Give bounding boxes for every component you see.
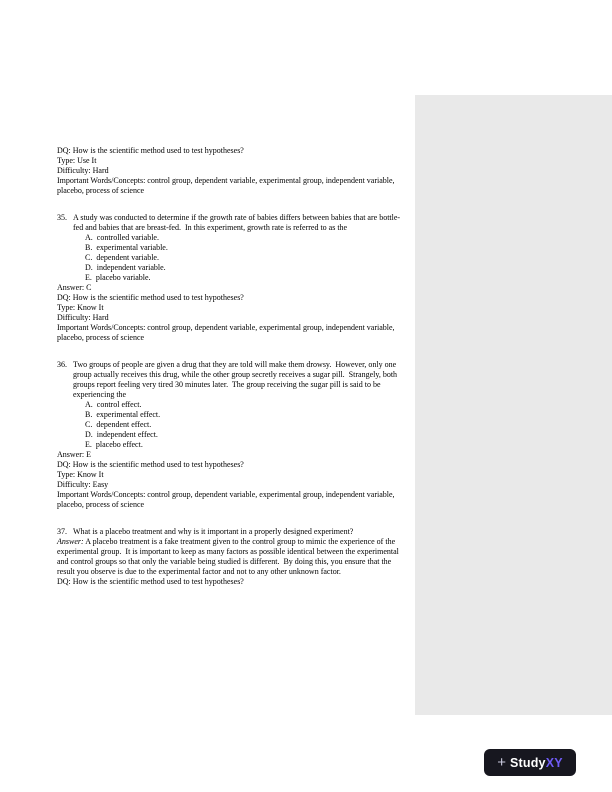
free-response-answer [57,537,410,577]
dq-line: DQ: How is the scientific method used to test hypotheses? [57,460,244,469]
difficulty-line: Difficulty: Easy [57,480,109,489]
choice-b: B. experimental variable. [85,243,168,252]
brand-text [510,756,563,770]
type-line: Type: Know It [57,470,104,479]
plus-icon: + [497,754,506,771]
header-meta-block [57,146,410,196]
question-stem-text: Two groups of people are given a drug that they are told will make them drowsy. However, only one group actually receives this drug, while the other group secretly receives a sugar pill. Strangely, both groups report feeling very tired 30 minutes later. The group receiving the sugar pill is said to be experiencing the [73,360,400,399]
concepts-line: Important Words/Concepts: control group, dependent variable, experimental group, independent variable, placebo, process of science [57,490,397,509]
dq-line: DQ: How is the scientific method used to test hypotheses? [57,577,244,586]
choice-a: A. controlled variable. [85,233,159,242]
dq-line: DQ: How is the scientific method used to test hypotheses? [57,146,244,155]
choice-e: E. placebo variable. [85,273,151,282]
answer-line: Answer: E [57,450,91,459]
page-content [57,146,410,587]
question-stem [57,527,410,537]
choice-e: E. placebo effect. [85,440,143,449]
concepts-line: Important Words/Concepts: control group, dependent variable, experimental group, independent variable, placebo, process of science [57,323,397,342]
question-number: 37. [57,527,67,536]
choice-d: D. independent variable. [85,263,166,272]
answer-label: Answer: [57,537,84,546]
choice-a: A. control effect. [85,400,142,409]
studyxy-logo [484,749,576,776]
choice-b: B. experimental effect. [85,410,161,419]
choice-d: D. independent effect. [85,430,158,439]
brand-xy: XY [545,755,563,770]
difficulty-line: Difficulty: Hard [57,313,109,322]
dq-line: DQ: How is the scientific method used to test hypotheses? [57,293,244,302]
question-36 [57,360,410,510]
question-stem [57,213,410,233]
question-35 [57,213,410,343]
answer-text: A placebo treatment is a fake treatment given to the control group to mimic the experience of the experimental group. It is important to keep as many factors as possible identical between the experimental and control groups so that only the variable being studied is different. By doing this, you ensure that the result you observe is due to the experimental factor and not to any other unknown factor. [57,537,401,576]
right-gutter-panel [415,95,612,715]
choice-c: C. dependent variable. [85,253,159,262]
question-number: 35. [57,213,67,222]
question-37 [57,527,410,587]
concepts-line: Important Words/Concepts: control group, dependent variable, experimental group, independent variable, placebo, process of science [57,176,397,195]
type-line: Type: Use It [57,156,97,165]
answer-line: Answer: C [57,283,92,292]
brand-study: Study [509,755,546,770]
question-stem [57,360,410,400]
difficulty-line: Difficulty: Hard [57,166,109,175]
type-line: Type: Know It [57,303,104,312]
choice-c: C. dependent effect. [85,420,152,429]
question-number: 36. [57,360,67,369]
question-stem-text: What is a placebo treatment and why is it important in a properly designed experiment? [73,527,354,536]
question-stem-text: A study was conducted to determine if the growth rate of babies differs between babies that are bottle-fed and babies that are breast-fed. In this experiment, growth rate is referred to as the [73,213,401,232]
